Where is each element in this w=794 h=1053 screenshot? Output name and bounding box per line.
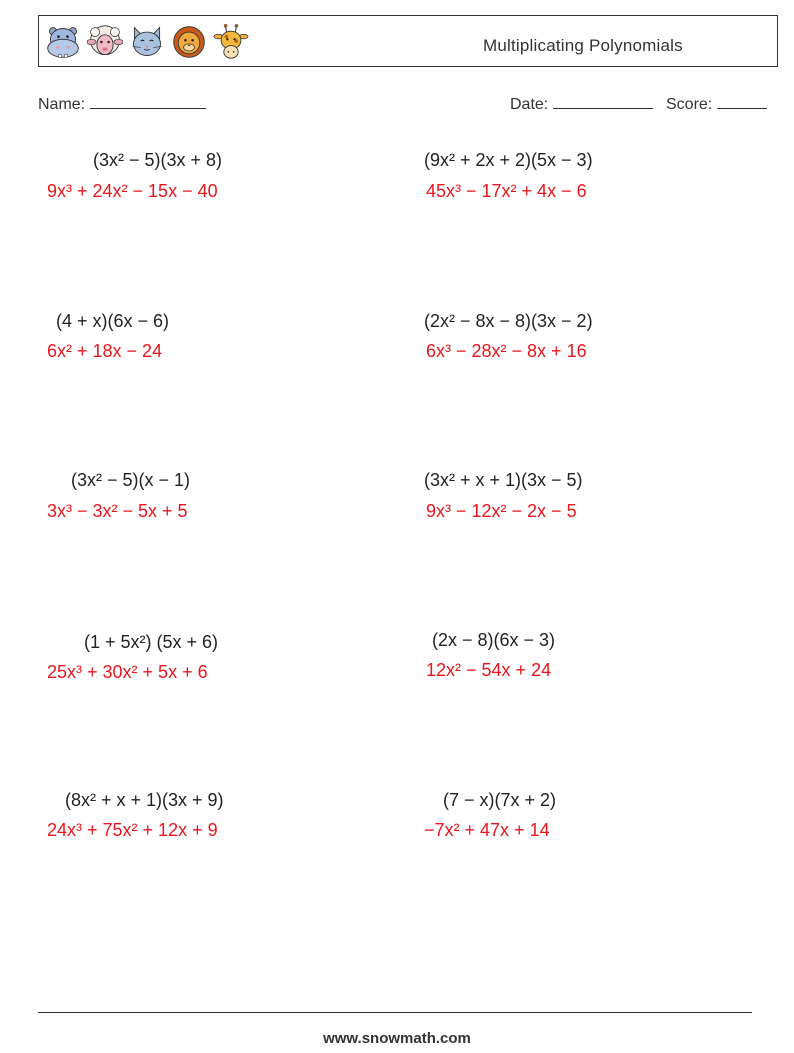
problem-2-question: (9x² + 2x + 2)(5x − 3): [424, 150, 593, 170]
problem-3-question: (4 + x)(6x − 6): [56, 311, 170, 331]
date-blank[interactable]: [553, 94, 653, 109]
problem-7-answer: 25x³ + 30x² + 5x + 6: [47, 662, 208, 682]
problem-4-answer: 6x³ − 28x² − 8x + 16: [426, 341, 587, 361]
problem-1-answer: 9x³ + 24x² − 15x − 40: [47, 181, 218, 201]
problem-6-question: (3x² + x + 1)(3x − 5): [424, 470, 583, 490]
date-field[interactable]: [510, 94, 653, 114]
score-label: Score:: [666, 96, 713, 113]
score-blank[interactable]: [717, 94, 767, 109]
problem-4-question: (2x² − 8x − 8)(3x − 2): [424, 311, 593, 331]
animal-icons: [45, 20, 249, 64]
problem-5-answer: 3x³ − 3x² − 5x + 5: [47, 501, 188, 521]
problem-10-answer: −7x² + 47x + 14: [424, 820, 550, 840]
sheep-icon: [87, 22, 123, 62]
cat-icon: [129, 22, 165, 62]
problem-9-answer: 24x³ + 75x² + 12x + 9: [47, 820, 218, 840]
footer-website[interactable]: www.snowmath.com: [323, 1030, 471, 1047]
page-title: Multiplicating Polynomials: [483, 36, 683, 55]
giraffe-icon: [213, 22, 249, 62]
header-box: [38, 15, 778, 67]
date-label: Date:: [510, 96, 549, 113]
problem-8-question: (2x − 8)(6x − 3): [432, 630, 556, 650]
score-field[interactable]: [666, 94, 767, 114]
problem-6-answer: 9x³ − 12x² − 2x − 5: [426, 501, 577, 521]
name-field[interactable]: [38, 94, 206, 114]
lion-icon: [171, 22, 207, 62]
hippo-icon: [45, 22, 81, 62]
problem-8-answer: 12x² − 54x + 24: [426, 660, 552, 680]
problem-3-answer: 6x² + 18x − 24: [47, 341, 163, 361]
name-blank[interactable]: [90, 94, 206, 109]
problem-10-question: (7 − x)(7x + 2): [443, 790, 557, 810]
problem-5-question: (3x² − 5)(x − 1): [71, 470, 191, 490]
problem-9-question: (8x² + x + 1)(3x + 9): [65, 790, 224, 810]
footer-divider: [38, 1012, 752, 1013]
problem-7-question: (1 + 5x²) (5x + 6): [84, 632, 219, 652]
name-label: Name:: [38, 96, 86, 113]
problem-2-answer: 45x³ − 17x² + 4x − 6: [426, 181, 587, 201]
problem-1-question: (3x² − 5)(3x + 8): [93, 150, 223, 170]
